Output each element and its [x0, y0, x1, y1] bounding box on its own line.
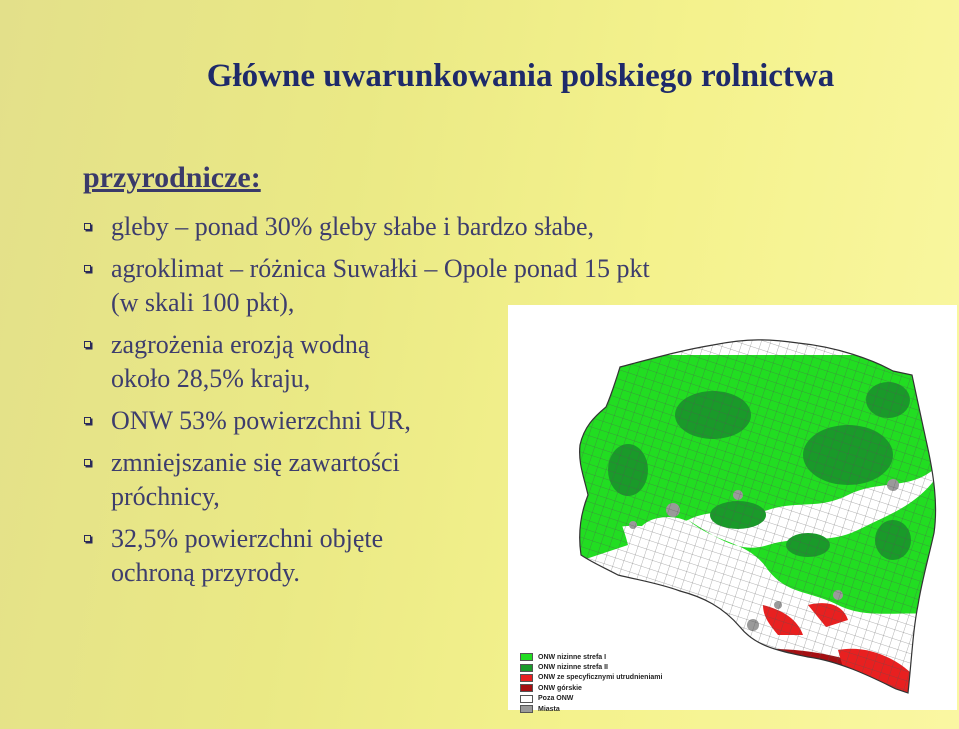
square-bullet-icon	[84, 265, 91, 272]
legend-swatch	[520, 674, 533, 682]
poland-onw-map	[508, 305, 957, 710]
legend-label: ONW ze specyficznymi utrudnieniami	[538, 674, 663, 682]
bullet-line: ONW 53% powierzchni UR,	[111, 406, 411, 435]
square-bullet-icon	[84, 535, 91, 542]
legend-swatch	[520, 664, 533, 672]
map-regions	[508, 305, 957, 710]
legend-swatch	[520, 695, 533, 703]
legend-swatch	[520, 705, 533, 713]
legend-item	[520, 704, 662, 714]
legend-item	[520, 683, 662, 693]
bullet-line: zagrożenia erozją wodną	[111, 330, 370, 359]
legend-item	[520, 694, 662, 704]
map-legend	[520, 652, 662, 714]
square-bullet-icon	[84, 459, 91, 466]
legend-label: ONW nizinne strefa II	[538, 664, 609, 672]
bullet-line: ochroną przyrody.	[111, 558, 300, 587]
bullet-item-soils	[83, 210, 823, 244]
legend-swatch	[520, 684, 533, 692]
legend-label: ONW nizinne strefa I	[538, 653, 607, 661]
bullet-line: 32,5% powierzchni objęte	[111, 524, 384, 553]
bullet-line: próchnicy,	[111, 482, 220, 511]
square-bullet-icon	[84, 341, 91, 348]
legend-item	[520, 662, 662, 672]
bullet-line: gleby – ponad 30% gleby słabe i bardzo słabe,	[111, 212, 595, 241]
section-heading: przyrodnicze:	[83, 161, 261, 194]
legend-label: Poza ONW	[538, 695, 574, 703]
bullet-line: agroklimat – różnica Suwałki – Opole ponad 15 pkt	[111, 254, 650, 283]
legend-item	[520, 652, 662, 662]
bullet-line: około 28,5% kraju,	[111, 364, 311, 393]
square-bullet-icon	[84, 223, 91, 230]
legend-swatch	[520, 653, 533, 661]
bullet-line: zmniejszanie się zawartości	[111, 448, 400, 477]
legend-label: ONW górskie	[538, 684, 582, 692]
square-bullet-icon	[84, 417, 91, 424]
slide-title: Główne uwarunkowania polskiego rolnictwa	[206, 58, 835, 94]
legend-label: Miasta	[538, 705, 560, 713]
onw-map-panel	[508, 305, 957, 713]
bullet-line: (w skali 100 pkt),	[111, 288, 295, 317]
legend-item	[520, 673, 662, 683]
